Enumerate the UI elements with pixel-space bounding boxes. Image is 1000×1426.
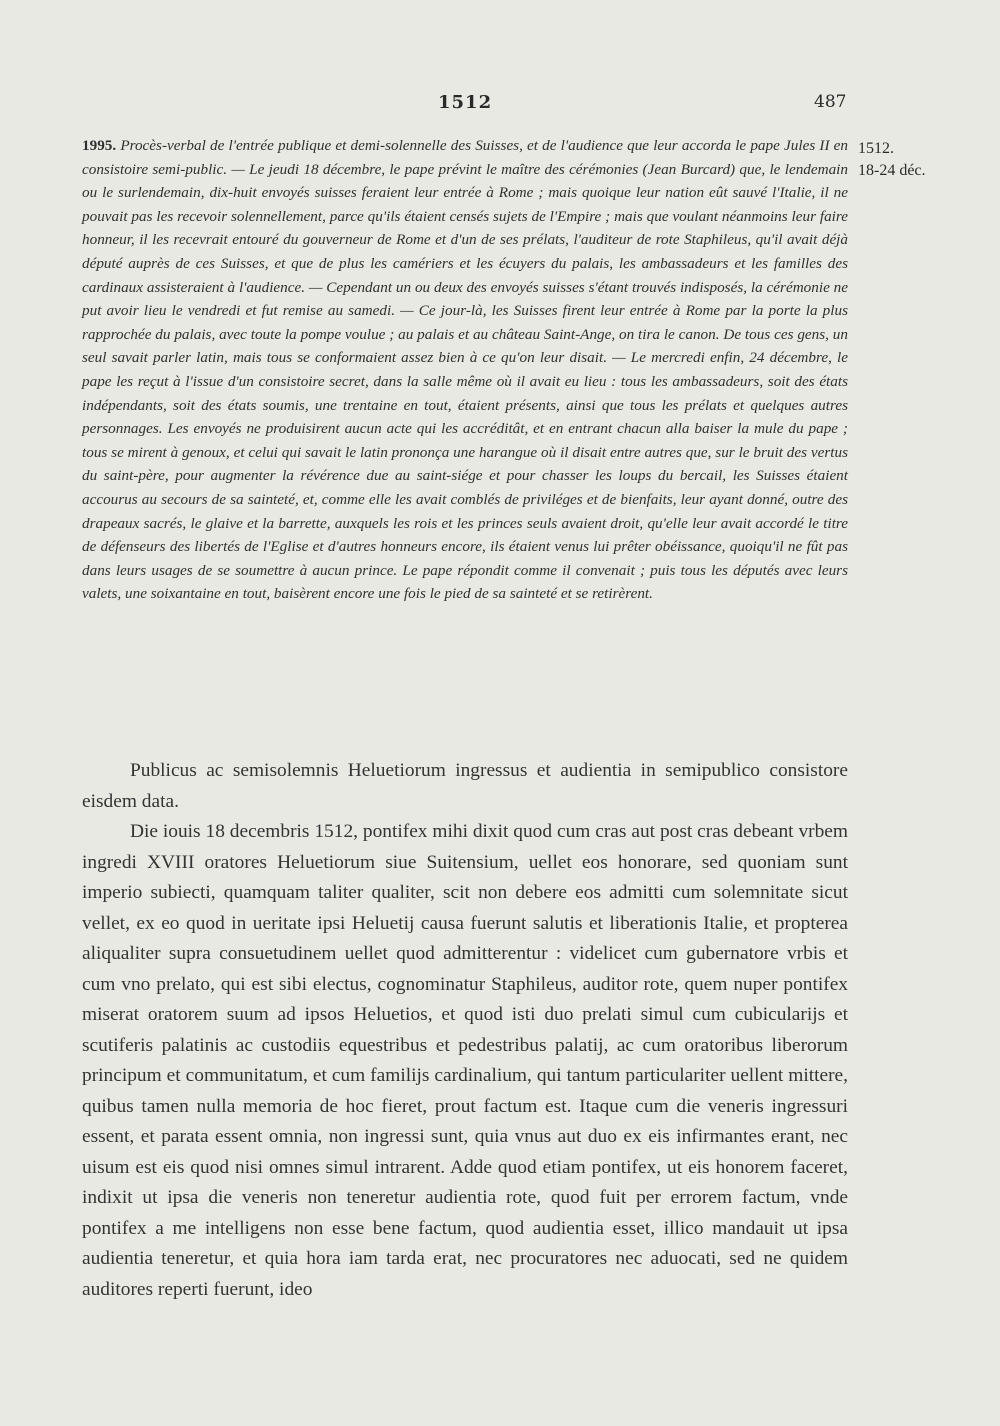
margin-notes: [858, 138, 988, 182]
entry-summary: [82, 134, 848, 606]
summary-text: Procès-verbal de l'entrée publique et demi-solennelle des Suisses, et de l'audience que leur accorda le pape Jules II en consistoire semi-public. — Le jeudi 18 décembre, le pape prévint le maître des cérémonies (Jean Burcard) que, le lendemain ou le surlendemain, dix-huit envoyés suisses feraient leur entrée à Rome ; mais quoique leur nation eût sauvé l'Italie, il ne pouvait pas les recevoir solennellement, parce qu'ils étaient censés sujets de l'Empire ; mais que voulant néanmoins leur faire honneur, il les recevrait entouré du gouverneur de Rome et d'un de ses prélats, l'auditeur de rote Staphileus, qu'il avait déjà député auprès de ces Suisses, et que de plus les camériers et les écuyers du palais, les ambassadeurs et les familles des cardinaux assisteraient à l'audience. — Cependant un ou deux des envoyés suisses s'étant trouvés indisposés, la cérémonie ne put avoir lieu le vendredi et fut remise au samedi. — Ce jour-là, les Suisses firent leur entrée à Rome par la porte la plus rapprochée du palais, avec toute la pompe voulue ; au palais et au château Saint-Ange, on tira le canon. De tous ces gens, un seul savait parler latin, mais tous se conformaient assez bien à ce qu'on leur disait. — Le mercredi enfin, 24 décembre, le pape les reçut à l'issue d'un consistoire secret, dans la salle même où il avait eu lieu : tous les ambassadeurs, soit des états indépendants, soit des états soumis, une trentaine en tout, étaient présents, ainsi que tous les prélats et quelques autres personnages. Les envoyés ne produisirent aucun acte qui les accréditât, et en entrant chacun alla baiser la mule du pape ; tous se mirent à genoux, et celui qui savait le latin prononça une harangue où il disait entre autres que, sur le bruit des vertus du saint-père, pour augmenter la révérence due au saint-siége et pour chasser les loups du bercail, les Suisses étaient accourus au secours de sa sainteté, et, comme elle les avait comblés de priviléges et de bienfaits, leur ayant donné, outre des drapeaux sacrés, le glaive et la barrette, auxquels les rois et les princes seuls avaient droit, qu'elle leur avait accordé le titre de défenseurs des libertés de l'Eglise et d'autres honneurs encore, ils étaient venus lui prêter obéissance, quoiqu'il ne fût pas dans leurs usages de se soumettre à aucun prince. Le pape répondit comme il convenait ; puis tous les députés avec leurs valets, une soixantaine en tout, baisèrent encore une fois le pied de sa sainteté et se retirèrent.: [82, 137, 849, 603]
running-header: [0, 88, 1000, 118]
margin-year: 1512.: [858, 140, 894, 157]
latin-text: [82, 756, 848, 1305]
entry-number: 1995.: [82, 137, 117, 154]
header-year: 1512: [438, 92, 493, 113]
page-number: 487: [814, 92, 847, 112]
margin-dates: 18-24 déc.: [858, 162, 926, 179]
latin-body-paragraph: Die iouis 18 decembris 1512, pontifex mihi dixit quod cum cras aut post cras debeant vrbem ingredi XVIII oratores Heluetiorum siue Suitensium, uellet eos honorare, sed quoniam sunt imperio subiecti, quamquam taliter qualiter, scit non debere eos admitti cum solemnitate sicut vellet, ex eo quod in ueritate ipsi Heluetij causa fuerunt salutis et liberationis Italie, et propterea aliqualiter supra consuetudinem uellet quod admitterentur : videlicet cum gubernatore vrbis et cum vno prelato, qui est sibi electus, cognominatur Staphileus, auditor rote, quem nuper pontifex miserat oratorem suum ad ipsos Heluetios, et quod isti duo prelati simul cum cubicularijs et scutiferis palatinis ac custodiis equestribus et pedestribus palatij, ac cum oratoribus liberorum principum et communitatum, et cum familijs cardinalium, qui tantum particulariter uellent mittere, quibus tamen nulla memoria de hoc fieret, prout factum est. Itaque cum die veneris ingressuri essent, et parata essent omnia, non ingressi sunt, quia vnus aut duo ex eis infirmantes erant, nec uisum est eis quod nisi omnes simul intrarent. Adde quod etiam pontifex, ut eis honorem faceret, indixit ut ipsa die veneris non teneretur audientia rote, quod fuit per errorem factum, vnde pontifex a me intelligens non esse bene factum, quod audientia esset, illico mandauit ut ipsa audientia teneretur, et quia hora iam tarda erat, nec procuratores nec aduocati, sed ne quidem auditores reperti fuerunt, ideo: [82, 821, 848, 1300]
latin-heading-paragraph: Publicus ac semisolemnis Heluetiorum ingressus et audientia in semipublico consistore eisdem data.: [82, 760, 848, 812]
